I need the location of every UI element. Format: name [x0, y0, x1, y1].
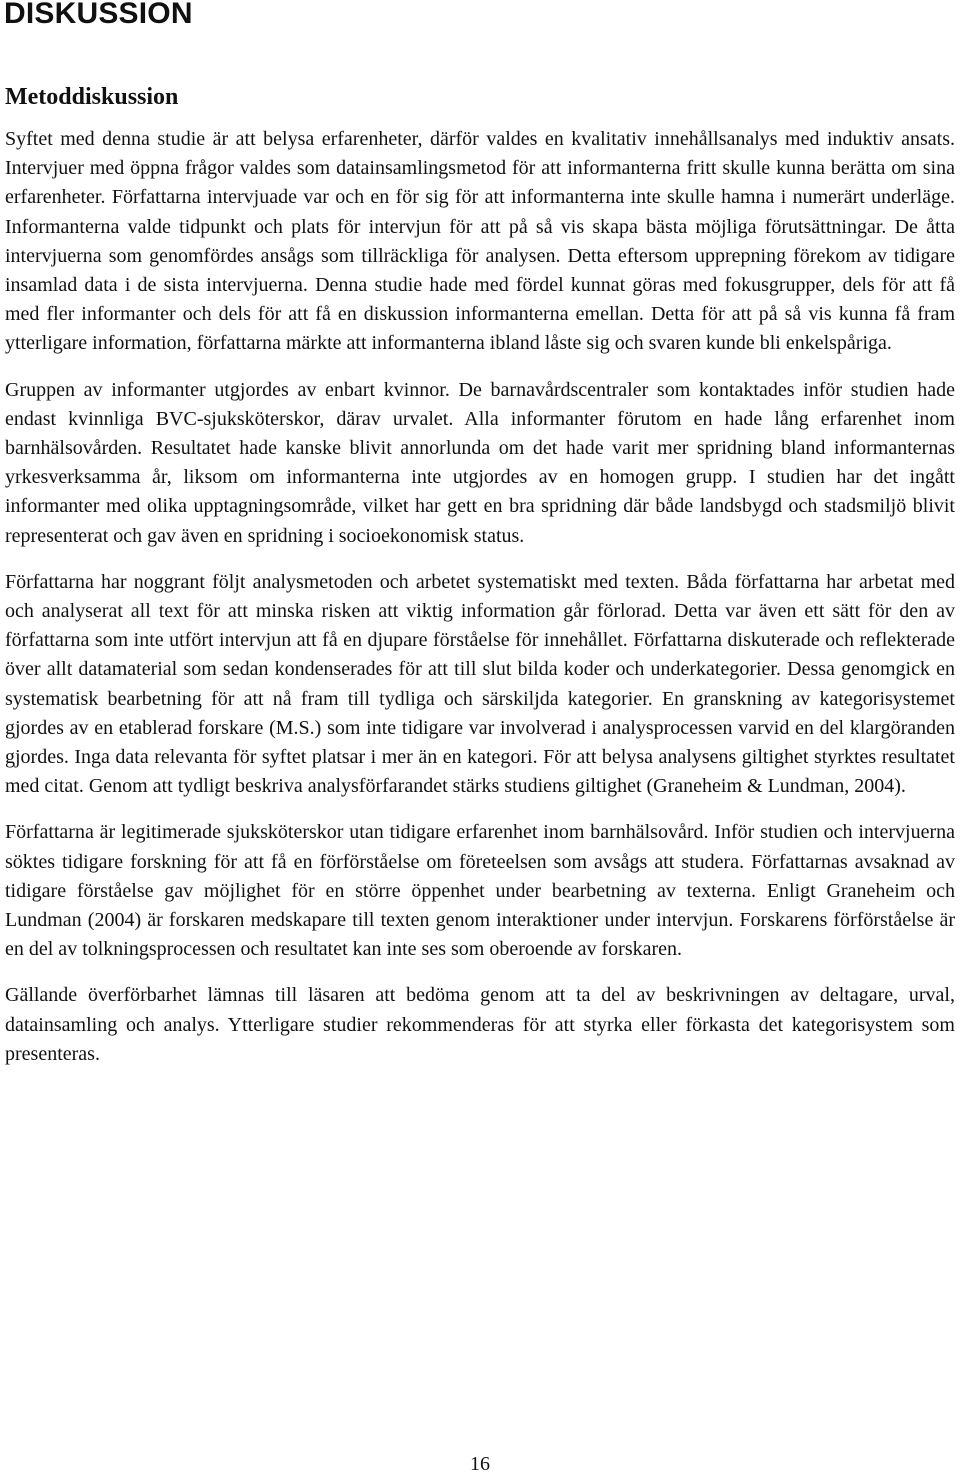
- page-number: 16: [470, 1453, 490, 1475]
- section-title: Metoddiskussion: [5, 84, 179, 110]
- paragraph-informant-group: Gruppen av informanter utgjordes av enbart kvinnor. De barnavårdscentraler som kontaktades inför studien hade endast kvinnliga BVC-sjuksköterskor, därav urvalet. Alla informanter förutom en hade lång erfarenhet inom barnhälsovården. Resultatet hade kanske blivit annorlunda om det hade varit mer spridning bland informanternas yrkesverksamma år, liksom om informanterna inte utgjordes av en homogen grupp. I studien har det ingått informanter med olika upptagningsområde, vilket har gett en bra spridning där både landsbygd och stadsmiljö blivit representerat och gav även en spridning i socioekonomisk status.: [5, 378, 955, 547]
- chapter-title: DISKUSSION: [4, 0, 193, 30]
- paragraph-preunderstanding: Författarna är legitimerade sjuksköterskor utan tidigare erfarenhet inom barnhälsovård. Inför studien och intervjuerna söktes tidigare forskning för att få en förförståelse om företeelsen som avsågs att studera. Författarnas avsaknad av tidigare förståelse gav möjlighet för en större öppenhet under bearbetning av texterna. Enligt Graneheim och Lundman (2004) är forskaren medskapare till texten genom interaktioner under intervjun. Forskarens förförståelse är en del av tolkningsprocessen och resultatet kan inte ses som oberoende av forskaren.: [5, 821, 955, 961]
- body-text: [5, 125, 955, 1069]
- paragraph-analysis-process: Författarna har noggrant följt analysmetoden och arbetet systematiskt med texten. Båda författarna har arbetat med och analyserat all text för att minska risken att viktig information går förlorad. Detta var även ett sätt för den av författarna som inte utfört intervjun att få en djupare förståelse för innehållet. Författarna diskuterade och reflekterade över allt datamaterial som sedan kondenserades för att till slut bilda koder och underkategorier. Dessa genomgick en systematisk bearbetning för att nå fram till tydliga och särskiljda kategorier. En granskning av kategorisystemet gjordes av en etablerad forskare (M.S.) som inte tidigare var involverad i analysprocessen varvid en del klargöranden gjordes. Inga data relevanta för syftet platsar i mer än en kategori. För att belysa analysens giltighet styrktes resultatet med citat. Genom att tydligt beskriva analysförfarandet stärks studiens giltighet (Graneheim & Lundman, 2004).: [5, 570, 955, 798]
- paragraph-method-design: Syftet med denna studie är att belysa erfarenheter, därför valdes en kvalitativ innehållsanalys med induktiv ansats. Intervjuer med öppna frågor valdes som datainsamlingsmetod för att informanterna fritt skulle kunna berätta om sina erfarenheter. Författarna intervjuade var och en för sig för att informanterna inte skulle hamna i numerärt underläge. Informanterna valde tidpunkt och plats för intervjun för att på så vis skapa bästa möjliga förutsättningar. De åtta intervjuerna som genomfördes ansågs som tillräckliga för analysen. Detta eftersom upprepning förekom av tidigare insamlad data i de sista intervjuerna. Denna studie hade med fördel kunnat göras med fokusgrupper, dels för att få med fler informanter och dels för att få en diskussion informanterna emellan. Detta för att på så vis kunna få fram ytterligare information, författarna märkte att informanterna ibland låste sig och svaren kunde bli enkelspåriga.: [5, 128, 955, 355]
- paragraph-transferability: Gällande överförbarhet lämnas till läsaren att bedöma genom att ta del av beskrivningen av deltagare, urval, datainsamling och analys. Ytterligare studier rekommenderas för att styrka eller förkasta det kategorisystem som presenteras.: [5, 984, 955, 1065]
